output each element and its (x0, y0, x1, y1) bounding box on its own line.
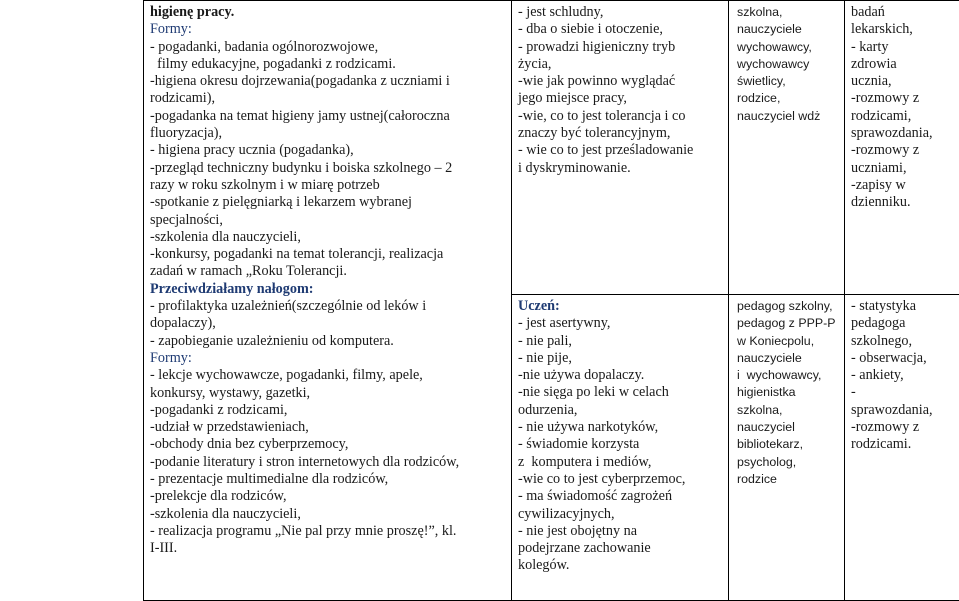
text-line: nauczyciele (737, 21, 839, 38)
text-line: - nie pije, (518, 350, 723, 367)
text-line: rodzice, (737, 90, 839, 107)
text-line: Przeciwdziałamy nałogom: (150, 281, 506, 298)
text-line: -nie sięga po leki w celach (518, 384, 723, 401)
outcomes-list (518, 4, 723, 177)
text-line: -pogadanki z rodzicami, (150, 402, 506, 419)
text-line: - dba o siebie i otoczenie, (518, 21, 723, 38)
text-line: nauczyciel (737, 419, 839, 436)
text-line: nauczyciele (737, 350, 839, 367)
text-line: -nie używa dopalaczy. (518, 367, 723, 384)
text-line: razy w roku szkolnym i w miarę potrzeb (150, 177, 506, 194)
text-line: uczniami, (851, 160, 954, 177)
text-line: rodzicami, (851, 108, 954, 125)
text-line: bibliotekarz, (737, 436, 839, 453)
evaluation-list (851, 298, 954, 454)
text-line: - zapobieganie uzależnieniu od komputera. (150, 333, 506, 350)
text-line: jego miejsce pracy, (518, 90, 723, 107)
text-line: - (851, 384, 954, 401)
text-line: filmy edukacyjne, pogadanki z rodzicami. (150, 56, 506, 73)
plan-table (143, 0, 959, 601)
text-line: - świadomie korzysta (518, 436, 723, 453)
text-line: odurzenia, (518, 402, 723, 419)
text-line: -szkolenia dla nauczycieli, (150, 229, 506, 246)
text-line: wychowawcy, (737, 39, 839, 56)
text-line: -wie jak powinno wyglądać (518, 73, 723, 90)
outcomes-cell-addiction (512, 295, 729, 601)
text-line: - wie co to jest prześladowanie (518, 142, 723, 159)
text-line: -zapisy w (851, 177, 954, 194)
text-line: sprawozdania, (851, 402, 954, 419)
text-line: - lekcje wychowawcze, pogadanki, filmy, apele, (150, 367, 506, 384)
text-line: - pogadanki, badania ogólnorozwojowe, (150, 39, 506, 56)
text-line: - karty (851, 39, 954, 56)
text-line: wychowawcy (737, 56, 839, 73)
outcomes-list (518, 298, 723, 575)
text-line: pedagog z PPP-P (737, 315, 839, 332)
text-line: - prezentacje multimedialne dla rodziców, (150, 471, 506, 488)
text-line: kolegów. (518, 557, 723, 574)
text-line: zadań w ramach „Roku Tolerancji. (150, 263, 506, 280)
text-line: Formy: (150, 21, 506, 38)
text-line: z komputera i mediów, (518, 454, 723, 471)
text-line: znaczy być tolerancyjnym, (518, 125, 723, 142)
text-line: -rozmowy z (851, 142, 954, 159)
responsible-list (737, 298, 839, 488)
text-line: psycholog, (737, 454, 839, 471)
text-line: - nie jest obojętny na (518, 523, 723, 540)
text-line: - prowadzi higieniczny tryb (518, 39, 723, 56)
text-line: - jest asertywny, (518, 315, 723, 332)
text-line: ucznia, (851, 73, 954, 90)
text-line: i dyskryminowanie. (518, 160, 723, 177)
text-line: -rozmowy z (851, 90, 954, 107)
text-line: I-III. (150, 540, 506, 557)
text-line: Uczeń: (518, 298, 723, 315)
text-line: -szkolenia dla nauczycieli, (150, 506, 506, 523)
text-line: rodzicami. (851, 436, 954, 453)
text-line: szkolnego, (851, 333, 954, 350)
text-line: -podanie literatury i stron internetowych dla rodziców, (150, 454, 506, 471)
text-line: -wie co to jest cyberprzemoc, (518, 471, 723, 488)
outcomes-cell-hygiene (512, 1, 729, 295)
text-line: - jest schludny, (518, 4, 723, 21)
text-line: konkursy, wystawy, gazetki, (150, 385, 506, 402)
text-line: cywilizacyjnych, (518, 506, 723, 523)
text-line: w Koniecpolu, (737, 333, 839, 350)
text-line: badań (851, 4, 954, 21)
text-line: świetlicy, (737, 73, 839, 90)
text-line: i wychowawcy, (737, 367, 839, 384)
text-line: szkolna, (737, 4, 839, 21)
responsible-cell-addiction (729, 295, 845, 601)
text-line: -konkursy, pogadanki na temat tolerancji, realizacja (150, 246, 506, 263)
text-line: -higiena okresu dojrzewania(pogadanka z uczniami i (150, 73, 506, 90)
forms-list (150, 4, 506, 558)
text-line: -rozmowy z (851, 419, 954, 436)
responsible-list (737, 4, 839, 125)
text-line: - higiena pracy ucznia (pogadanka), (150, 142, 506, 159)
text-line: sprawozdania, (851, 125, 954, 142)
text-line: - realizacja programu „Nie pal przy mnie proszę!”, kl. (150, 523, 506, 540)
responsible-cell-hygiene (729, 1, 845, 295)
text-line: specjalności, (150, 212, 506, 229)
text-line: - ma świadomość zagrożeń (518, 488, 723, 505)
text-line: - nie pali, (518, 333, 723, 350)
text-line: rodzice (737, 471, 839, 488)
text-line: -spotkanie z pielęgniarką i lekarzem wybranej (150, 194, 506, 211)
text-line: lekarskich, (851, 21, 954, 38)
text-line: życia, (518, 56, 723, 73)
text-line: - nie używa narkotyków, (518, 419, 723, 436)
text-line: pedagoga (851, 315, 954, 332)
evaluation-list (851, 4, 954, 212)
text-line: -obchody dnia bez cyberprzemocy, (150, 436, 506, 453)
text-line: -prelekcje dla rodziców, (150, 488, 506, 505)
text-line: higienistka (737, 384, 839, 401)
text-line: szkolna, (737, 402, 839, 419)
text-line: pedagog szkolny, (737, 298, 839, 315)
evaluation-cell-hygiene (845, 1, 959, 295)
text-line: -przegląd techniczny budynku i boiska szkolnego – 2 (150, 160, 506, 177)
text-line: -udział w przedstawieniach, (150, 419, 506, 436)
text-line: -wie, co to jest tolerancja i co (518, 108, 723, 125)
text-line: - obserwacja, (851, 350, 954, 367)
forms-cell (144, 1, 512, 601)
table-row (144, 1, 959, 295)
text-line: dzienniku. (851, 194, 954, 211)
text-line: - statystyka (851, 298, 954, 315)
text-line: higienę pracy. (150, 4, 506, 21)
evaluation-cell-addiction (845, 295, 959, 601)
text-line: Formy: (150, 350, 506, 367)
text-line: fluoryzacja), (150, 125, 506, 142)
text-line: -pogadanka na temat higieny jamy ustnej(całoroczna (150, 108, 506, 125)
text-line: rodzicami), (150, 90, 506, 107)
text-line: zdrowia (851, 56, 954, 73)
text-line: podejrzane zachowanie (518, 540, 723, 557)
text-line: - ankiety, (851, 367, 954, 384)
text-line: nauczyciel wdż (737, 108, 839, 125)
text-line: - profilaktyka uzależnień(szczególnie od leków i (150, 298, 506, 315)
text-line: dopalaczy), (150, 315, 506, 332)
